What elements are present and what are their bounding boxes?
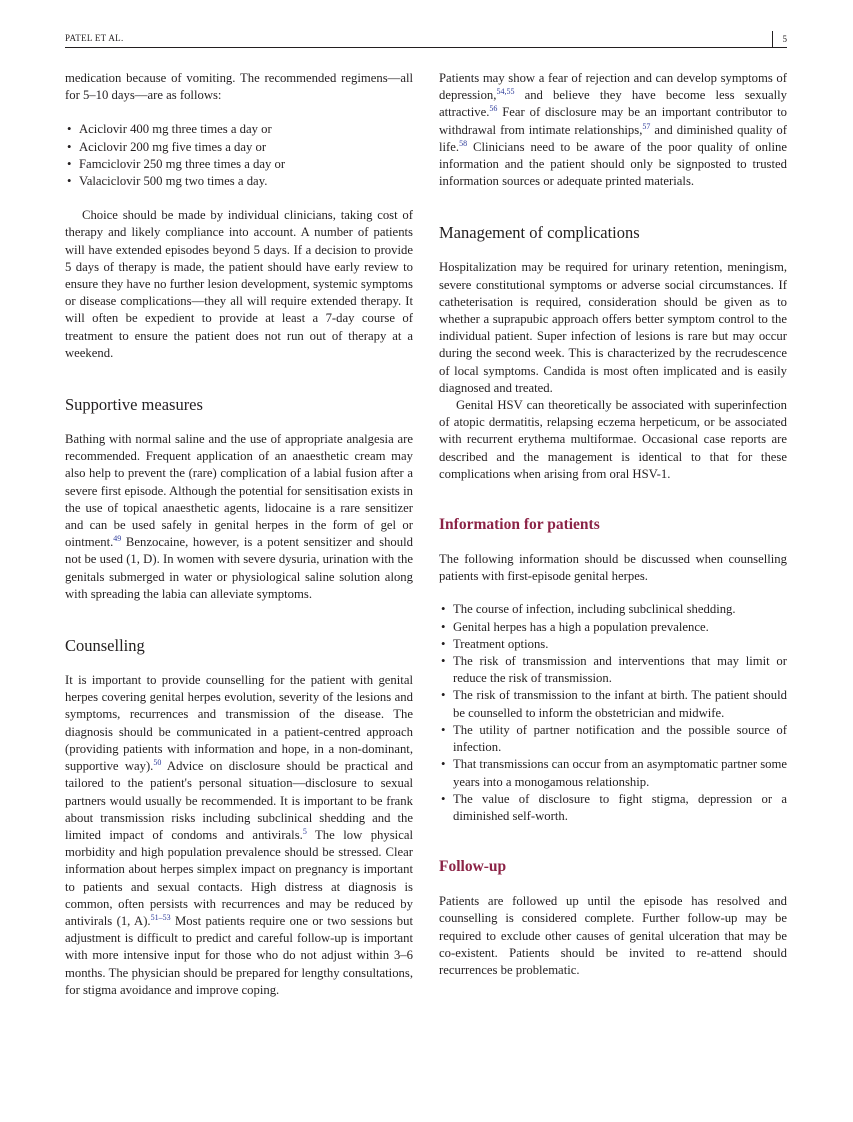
paragraph-text: Bathing with normal saline and the use of appropriate analgesia are recommended. Frequent application of an anaesthetic cream may also help to prevent the (rare) complication of a labial fusion after a severe first episode. Although the potential for sensitisation exists in the use of topical anaesthetic agents, lidocaine is a rare sensitizer and can be used safely in genital herpes in the form of gel or ointment. [65,432,413,550]
complications-paragraph: Genital HSV can theoretically be associated with superinfection of atopic dermatitis, relapsing eczema herpeticum, or be associated with recurrent erythema multiformae. Occasional case reports are described and the management is identical to that for these complications when arising from oral HSV-1. [439,398,787,481]
supportive-paragraph [65,431,413,603]
list-item: • The utility of partner notification and the possible source of infection. [439,722,787,756]
reference-link[interactable]: 54,55 [496,87,515,97]
list-item: • The risk of transmission and interventions that may limit or reduce the risk of transmission. [439,653,787,687]
list-item: • The risk of transmission to the infant at birth. The patient should be counselled to inform the obstetrician and midwife. [439,687,787,721]
list-item: • Aciclovir 200 mg five times a day or [65,139,413,156]
paragraph-text: It is important to provide counselling for the patient with genital herpes covering genital herpes evolution, severity of the lesions and symptoms, recurrences and transmission of the disease. The diagnosis should be communicated in a patient-centred approach (providing patients with information and hope, in a non-dominant, supportive way). [65,673,413,774]
paragraph-text: and believe they have become less sexually attractive. [439,88,787,120]
list-item: • That transmissions can occur from an asymptomatic partner some years into a monogamous relationship. [439,756,787,790]
running-header [65,31,787,48]
information-list [439,601,787,825]
paragraph-text: and diminished quality of life. [439,122,787,154]
choice-paragraph: Choice should be made by individual clinicians, taking cost of therapy and likely compliance into account. A number of patients will have extended episodes beyond 5 days. If a decision to provide 5 days of therapy is made, the patient should have early review to ensure they have no further lesion development, systemic symptoms or disease complications—they all will require extended therapy. It will often be expedient to provide at least a 7-day course of treatment to ensure the patient does not run out of therapy at a weekend. [65,208,413,360]
list-item: • Treatment options. [439,636,787,653]
running-head: PATEL ET AL. [65,33,124,43]
information-for-patients-heading: Information for patients [439,516,600,534]
follow-up-heading: Follow-up [439,858,507,876]
reference-link[interactable]: 51–53 [150,912,171,922]
paragraph-text: Fear of disclosure may be an important contributor to withdrawal from intimate relationships, [439,105,787,137]
reference-link[interactable]: 58 [459,138,468,148]
reference-link[interactable]: 56 [489,104,498,114]
paragraph-text: Benzocaine, however, is a potent sensitizer and should not be used (1, D). In women with severe dysuria, urination with the genitals submerged in water or physiological saline solution along with spreading the labia can alleviate symptoms. [65,535,413,601]
paragraph-text: Advice on disclosure should be practical and tailored to the patient's personal situation—disclosure to sexual partners would usually be recommended. It is important to be frank about transmission risks including subclinical shedding and the limited impact of condoms and antivirals. [65,759,413,842]
list-item: • Valaciclovir 500 mg two times a day. [65,173,413,190]
list-item: • The value of disclosure to fight stigma, depression or a diminished self-worth. [439,791,787,825]
list-item: • Genital herpes has a high a population prevalence. [439,619,787,636]
counselling-heading: Counselling [65,636,145,656]
paragraph-text: Patients may show a fear of rejection and can develop symptoms of depression, [439,71,787,103]
complications-paragraph: Hospitalization may be required for urinary retention, meningism, severe constitutional symptoms or adverse social circumstances. If catheterisation is required, consideration should be given as to whether a suprapubic approach offers better symptom control to the individual patient. Super infection of lesions is rare but may occur during the second week. This is characterized by the recrudescence of local symptoms. Candida is most often implicated and is easily diagnosed and treated. [439,260,787,395]
reference-link[interactable]: 49 [113,534,122,544]
counselling-paragraph [65,672,413,999]
supportive-measures-heading: Supportive measures [65,395,203,415]
reference-link[interactable]: 50 [153,758,162,768]
page-number: 5 [772,31,787,47]
continued-paragraph [439,70,787,190]
list-item: • Famciclovir 250 mg three times a day or [65,156,413,173]
intro-paragraph: medication because of vomiting. The recommended regimens—all for 5–10 days—are as follows: [65,71,413,103]
information-intro: The following information should be discussed when counselling patients with first-episode genital herpes. [439,552,787,584]
list-item: • The course of infection, including subclinical shedding. [439,601,787,618]
paragraph-text: Most patients require one or two sessions but adjustment is difficult to predict and careful follow-up is important with more intensive input for those who do not adjust within 3–6 months. The physician should be prepared for lengthy consultations, for stigma avoidance and improve coping. [65,913,413,997]
reference-link[interactable]: 5 [302,826,307,836]
reference-link[interactable]: 57 [642,121,651,131]
list-item: • Aciclovir 400 mg three times a day or [65,121,413,138]
paragraph-text: Clinicians need to be aware of the poor quality of online information and the patient should only be signposted to trusted information sources or adequate printed materials. [439,139,787,189]
paragraph-text: The low physical morbidity and high population prevalence should be stressed. Clear information about herpes simplex impact on pregnancy is important to patients and sexual contacts. High distress at diagnosis is common, often persists with recurrences and may be reduced by antivirals (1, A). [65,827,413,928]
regimen-list [65,121,413,190]
left-column [65,70,413,999]
management-of-complications-heading: Management of complications [439,223,640,243]
right-column [439,70,787,979]
follow-up-paragraph: Patients are followed up until the episode has resolved and counselling is considered complete. Further follow-up may be required to exclude other causes of genital ulceration that may be co-existent. Patients should be invited to re-attend should recurrences be problematic. [439,894,787,977]
